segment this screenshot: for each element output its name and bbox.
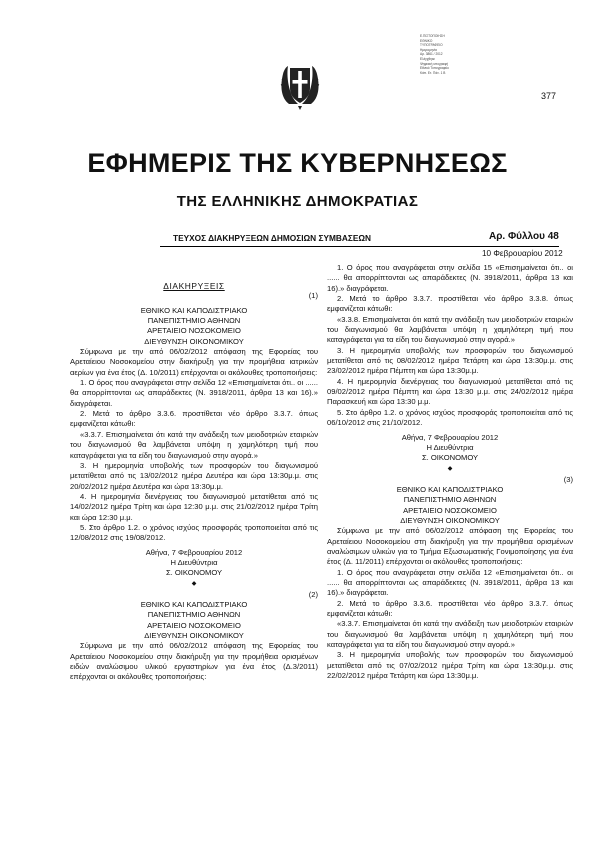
digital-signature-stamp xyxy=(420,34,495,75)
paragraph: 3. Η ημερομηνία υποβολής των προσφορών του διαγωνισμού μετατίθεται από τις 08/02/2012 ημέρα Τετάρτη και ώρα 13:30μ.μ. στις 23/02/2012 ημέρα Πέμπτη και ώρα 13:30μ.μ. xyxy=(327,345,573,376)
stamp-line: ΕΘΝΙΚΟ xyxy=(420,38,433,43)
gazette-title: ΕΦΗΜΕΡΙΣ ΤΗΣ ΚΥΒΕΡΝΗΣΕΩΣ xyxy=(87,148,508,178)
paragraph: 2. Μετά το άρθρο 3.3.6. προστίθεται νέο άρθρο 3.3.7. όπως εμφανίζεται κάτωθι: xyxy=(70,409,318,429)
paragraph: 4. Η ημερομηνία διενέργειας του διαγωνισμού μετατίθεται από τις 14/02/2012 ημέρα Τρίτη και ώρα 12:30 μ.μ. στις 21/02/2012 ημέρα Τρίτη και ώρα 12:30 μ.μ. xyxy=(70,491,318,522)
org-line: ΕΘΝΙΚΟ ΚΑΙ ΚΑΠΟΔΙΣΤΡΙΑΚΟ xyxy=(396,484,504,494)
signature-role: Η Διευθύντρια xyxy=(426,442,474,452)
paragraph: Σύμφωνα με την από 06/02/2012 απόφαση της Εφορείας του Αρεταίειου Νοσοκομείου στην διακήρυξη για την προμήθεια ιατρικών αερίων για ένα έτος (Δ. 10/2011) επέρχονται οι ακόλουθες τροποποιήσεις: xyxy=(70,347,318,377)
org-line: ΠΑΝΕΠΙΣΤΗΜΙΟ ΑΘΗΝΩΝ xyxy=(403,495,497,505)
stamp-line: Αρ. 3861 / 2012 xyxy=(420,52,443,57)
stamp-line: Κάπ. Ετ. Πάν. 1 Β xyxy=(420,70,446,75)
org-line: ΔΙΕΥΘΥΝΣΗ ΟΙΚΟΝΟΜΙΚΟΥ xyxy=(144,336,244,346)
paragraph: Σύμφωνα με την από 06/02/2012 απόφαση της Εφορείας του Αρεταίειου Νοσοκομείου στην διακήρυξη για την προμήθεια ορισμένων ειδών αναλώσιμου υλικού εργαστηρίων για ένα έτος (Δ.3/2011) επέρχονται οι ακόλουθες τροποποιήσεις: xyxy=(70,641,318,682)
stamp-line: ΤΥΠΟΓΡΑΦΕΙΟ xyxy=(420,43,443,48)
issue-date: 10 Φεβρουαρίου 2012 xyxy=(482,249,563,258)
announcement-number: (2) xyxy=(308,589,318,599)
signature-date: Αθήνα, 7 Φεβρουαρίου 2012 xyxy=(145,547,243,557)
org-line: ΕΘΝΙΚΟ ΚΑΙ ΚΑΠΟΔΙΣΤΡΙΑΚΟ xyxy=(140,305,248,315)
right-column xyxy=(327,263,573,681)
sheet-number: Αρ. Φύλλου 48 xyxy=(489,231,559,242)
left-column xyxy=(70,281,318,683)
paragraph: 1. Ο όρος που αναγράφεται στην σελίδα 12 «Επισημαίνεται ότι.. οι ...... θα απορρίπτονται ως απαράδεκτες (Ν. 3918/2011, άρθρα 13 και 16).» διαγράφεται. xyxy=(327,567,573,598)
paragraph: 3. Η ημερομηνία υποβολής των προσφορών του διαγωνισμού μετατίθεται από τις 07/02/2012 ημέρα Τρίτη και ώρα 13:30μ.μ. στις 22/02/2012 ημέρα Τετάρτη και ώρα 13:30μ.μ. xyxy=(327,650,573,681)
org-line: ΕΘΝΙΚΟ ΚΑΙ ΚΑΠΟΔΙΣΤΡΙΑΚΟ xyxy=(140,599,248,609)
stamp-line: Ε.ΠΙΣΤΟΠΟΙΗΣΗ xyxy=(420,34,445,38)
gazette-subtitle: ΤΗΣ ΕΛΛΗΝΙΚΗΣ ΔΗΜΟΚΡΑΤΙΑΣ xyxy=(176,193,419,210)
org-line: ΔΙΕΥΘΥΝΣΗ ΟΙΚΟΝΟΜΙΚΟΥ xyxy=(400,515,500,525)
issue-series: ΤΕΥΧΟΣ ΔΙΑΚΗΡΥΞΕΩΝ ΔΗΜΟΣΙΩΝ ΣΥΜΒΑΣΕΩΝ xyxy=(173,233,372,243)
paragraph: 3. Η ημερομηνία υποβολής των προσφορών του διαγωνισμού μετατίθεται από τις 13/02/2012 ημέρα Δευτέρα και ώρα 13:30μ.μ. στις 20/02/2012 ημέρα Δευτέρα και ώρα 13:30μ.μ. xyxy=(70,460,318,491)
paragraph: «3.3.8. Επισημαίνεται ότι κατά την ανάδειξη των μειοδοτριών εταιριών του διαγωνισμού θα λαμβάνεται υπόψη η χαμηλότερη τιμή που καταγράφεται για τα είδη του διαγωνισμού στην αγορά.» xyxy=(327,314,573,345)
stamp-line: Ελέγχθηκε xyxy=(420,56,435,61)
section-heading: ΔΙΑΚΗΡΥΞΕΙΣ xyxy=(163,281,225,291)
announcement-number: (3) xyxy=(563,474,573,484)
paragraph: 2. Μετά το άρθρο 3.3.6. προστίθεται νέο άρθρο 3.3.7. όπως εμφανίζεται κάτωθι: xyxy=(327,598,573,618)
signature-role: Η Διευθύντρια xyxy=(170,557,218,567)
paragraph: 1. Ο όρος που αναγράφεται στην σελίδα 12 «Επισημαίνεται ότι.. οι ...... θα απορρίπτονται ως απαράδεκτες (Ν. 3918/2011, άρθρα 13 και 16).» διαγράφεται. xyxy=(70,378,318,408)
announcement-number: (1) xyxy=(308,291,318,301)
header-rule xyxy=(160,246,559,247)
paragraph: 5. Στο άρθρο 1.2. ο χρόνος ισχύος προσφοράς τροποποιείται από τις 06/10/2012 στις 21/10/2012. xyxy=(327,407,573,428)
paragraph: 4. Η ημερομηνία διενέργειας του διαγωνισμού μετατίθεται από τις 09/02/2012 ημέρα Πέμπτη και ώρα 13:30 μ.μ. στις 24/02/2012 ημέρα Παρασκευή και ώρα 13:30 μ.μ. xyxy=(327,376,573,407)
org-line: ΑΡΕΤΑΙΕΙΟ ΝΟΣΟΚΟΜΕΙΟ xyxy=(147,326,241,336)
org-line: ΔΙΕΥΘΥΝΣΗ ΟΙΚΟΝΟΜΙΚΟΥ xyxy=(144,631,244,640)
org-line: ΑΡΕΤΑΙΕΙΟ ΝΟΣΟΚΟΜΕΙΟ xyxy=(147,620,241,630)
org-line: ΑΡΕΤΑΙΕΙΟ ΝΟΣΟΚΟΜΕΙΟ xyxy=(403,505,497,515)
signature-name: Σ. ΟΙΚΟΝΟΜΟΥ xyxy=(165,568,223,578)
paragraph: Σύμφωνα με την από 06/02/2012 απόφαση της Εφορείας του Αρεταίειου Νοσοκομείου στη διακήρυξη για την προμήθεια ορισμένων αναλώσιμων υλικών για το Τμήμα Εξωσωματικής Γονιμοποίησης για ένα έτος (Δ. 11/2011) επέρχονται οι ακόλουθες τροποποιήσεις: xyxy=(327,526,573,567)
org-line: ΠΑΝΕΠΙΣΤΗΜΙΟ ΑΘΗΝΩΝ xyxy=(147,316,241,326)
signature-date: Αθήνα, 7 Φεβρουαρίου 2012 xyxy=(401,432,499,442)
stamp-line: Ημερομηνία xyxy=(420,47,437,52)
stamp-line: Ψηφιακή υπογραφή xyxy=(420,61,449,66)
diamond-separator-icon: ◆ xyxy=(191,580,197,587)
org-line: ΠΑΝΕΠΙΣΤΗΜΙΟ ΑΘΗΝΩΝ xyxy=(147,610,241,620)
paragraph: 1. Ο όρος που αναγράφεται στην σελίδα 15 «Επισημαίνεται ότι.. οι ...... θα απορρίπτονται ως απαράδεκτες (Ν. 3918/2011, άρθρα 13 και 16).» διαγράφεται. xyxy=(327,263,573,293)
paragraph: 5. Στο άρθρο 1.2. ο χρόνος ισχύος προσφοράς τροποποιείται από τις 12/08/2012 στις 19/08/2012. xyxy=(70,522,318,543)
paragraph: «3.3.7. Επισημαίνεται ότι κατά την ανάδειξη των μειοδοτριών εταιριών του διαγωνισμού θα λαμβάνεται υπόψη η χαμηλότερη τιμή που καταγράφεται για τα είδη του διαγωνισμού στην αγορά.» xyxy=(70,429,318,460)
paragraph: 2. Μετά το άρθρο 3.3.7. προστίθεται νέο άρθρο 3.3.8. όπως εμφανίζεται κάτωθι: xyxy=(327,294,573,314)
stamp-line: Εθνικό Τυπογραφείο xyxy=(420,66,449,71)
signature-name: Σ. ΟΙΚΟΝΟΜΟΥ xyxy=(421,453,479,463)
paragraph: «3.3.7. Επισημαίνεται ότι κατά την ανάδειξη των μειοδοτριών εταιριών του διαγωνισμού θα λαμβάνεται υπόψη η χαμηλότερη τιμή που καταγράφεται για τα είδη του διαγωνισμού στην αγορά.» xyxy=(327,619,573,650)
greek-coat-of-arms-emblem xyxy=(280,58,320,112)
diamond-separator-icon: ◆ xyxy=(447,465,453,472)
page-number: 377 xyxy=(541,91,557,101)
